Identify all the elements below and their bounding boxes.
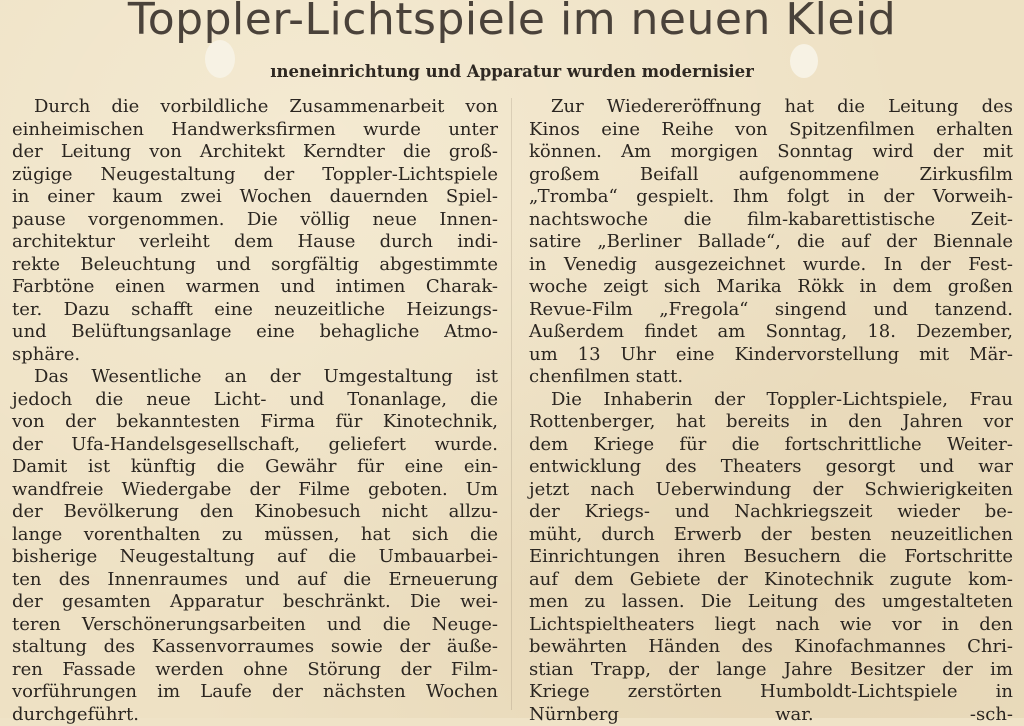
column-divider — [511, 98, 512, 710]
text-line: ren Fassade werden ohne Störung der Film- — [12, 659, 498, 682]
text-line: einheimischen Handwerksfirmen wurde unter — [12, 119, 498, 142]
text-line: chenfilmen statt. — [529, 366, 1013, 389]
text-line: lange vorenthalten zu müssen, hat sich die — [12, 524, 498, 547]
text-line: Außerdem findet am Sonntag, 18. Dezember, — [529, 321, 1013, 344]
text-line: jetzt nach Ueberwindung der Schwierigkeiten — [529, 479, 1013, 502]
text-line: „Tromba“ gespielt. Ihm folgt in der Vorweih- — [529, 186, 1013, 209]
article-subheadline: ıneneinrichtung und Apparatur wurden modernisier — [0, 62, 1024, 81]
text-line: der Ufa-Handelsgesellschaft, geliefert wurde. — [12, 434, 498, 457]
text-line: Revue-Film „Fregola“ singend und tanzend. — [529, 299, 1013, 322]
text-line: ter. Dazu schafft eine neuzeitliche Heizungs- — [12, 299, 498, 322]
text-line: Farbtöne einen warmen und intimen Charak- — [12, 276, 498, 299]
text-line: entwicklung des Theaters gesorgt und war — [529, 456, 1013, 479]
text-line: stian Trapp, der lange Jahre Besitzer der im — [529, 659, 1013, 682]
text-line: bewährten Händen des Kinofachmannes Chri- — [529, 636, 1013, 659]
text-line: teren Verschönerungsarbeiten und die Neuge- — [12, 614, 498, 637]
text-line: und Belüftungsanlage eine behagliche Atmo- — [12, 321, 498, 344]
text-line: der Kriegs- und Nachkriegszeit wieder be- — [529, 501, 1013, 524]
right-column — [529, 96, 1013, 726]
text-line: men zu lassen. Die Leitung des umgestalteten — [529, 591, 1013, 614]
text-line: nachtswoche die film-kabarettistische Zeit- — [529, 209, 1013, 232]
text-line: großem Beifall aufgenommene Zirkusfilm — [529, 164, 1013, 187]
text-line: der gesamten Apparatur beschränkt. Die wei- — [12, 591, 498, 614]
text-line: ten des Innenraumes und auf die Erneuerung — [12, 569, 498, 592]
text-line: Damit ist künftig die Gewähr für eine ein- — [12, 456, 498, 479]
text-line: woche zeigt sich Marika Rökk in dem großen — [529, 276, 1013, 299]
text-line: architektur verleiht dem Hause durch indi- — [12, 231, 498, 254]
text-line: vorführungen im Laufe der nächsten Wochen — [12, 681, 498, 704]
text-line: dem Kriege für die fortschrittliche Weiter- — [529, 434, 1013, 457]
text-line: wandfreie Wiedergabe der Filme geboten. Um — [12, 479, 498, 502]
text-line: von der bekanntesten Firma für Kinotechnik, — [12, 411, 498, 434]
left-column — [12, 96, 498, 726]
text-line: jedoch die neue Licht- und Tonanlage, die — [12, 389, 498, 412]
text-line: rekte Beleuchtung und sorgfältig abgestimmte — [12, 254, 498, 277]
text-line: Kinos eine Reihe von Spitzenfilmen erhalten — [529, 119, 1013, 142]
text-line: müht, durch Erwerb der besten neuzeitlichen — [529, 524, 1013, 547]
text-line: bisherige Neugestaltung auf die Umbauarbei- — [12, 546, 498, 569]
text-line: Zur Wiedereröffnung hat die Leitung des — [529, 96, 1013, 119]
text-line: der Bevölkerung den Kinobesuch nicht allzu- — [12, 501, 498, 524]
text-line: Die Inhaberin der Toppler-Lichtspiele, Frau — [529, 389, 1013, 412]
text-line: Nürnberg war. -sch- — [529, 704, 1013, 726]
text-line: satire „Berliner Ballade“, die auf der Biennale — [529, 231, 1013, 254]
text-line: Das Wesentliche an der Umgestaltung ist — [12, 366, 498, 389]
text-line: Einrichtungen ihren Besuchern die Fortschritte — [529, 546, 1013, 569]
text-line: um 13 Uhr eine Kindervorstellung mit Mär- — [529, 344, 1013, 367]
text-line: Lichtspieltheaters liegt nach wie vor in den — [529, 614, 1013, 637]
text-line: Durch die vorbildliche Zusammenarbeit von — [12, 96, 498, 119]
text-line: in Venedig ausgezeichnet wurde. In der Fest- — [529, 254, 1013, 277]
text-line: pause vorgenommen. Die völlig neue Innen- — [12, 209, 498, 232]
text-line: durchgeführt. — [12, 704, 498, 726]
text-line: Rottenberger, hat bereits in den Jahren vor — [529, 411, 1013, 434]
text-line: auf dem Gebiete der Kinotechnik zugute kom- — [529, 569, 1013, 592]
text-line: können. Am morgigen Sonntag wird der mit — [529, 141, 1013, 164]
article-headline: Toppler-Lichtspiele im neuen Kleid — [0, 0, 1024, 45]
text-line: in einer kaum zwei Wochen dauernden Spiel- — [12, 186, 498, 209]
text-line: Kriege zerstörten Humboldt-Lichtspiele in — [529, 681, 1013, 704]
text-line: staltung des Kassenvorraumes sowie der äuße- — [12, 636, 498, 659]
text-line: der Leitung von Architekt Kerndter die groß- — [12, 141, 498, 164]
text-line: sphäre. — [12, 344, 498, 367]
text-line: zügige Neugestaltung der Toppler-Lichtspiele — [12, 164, 498, 187]
